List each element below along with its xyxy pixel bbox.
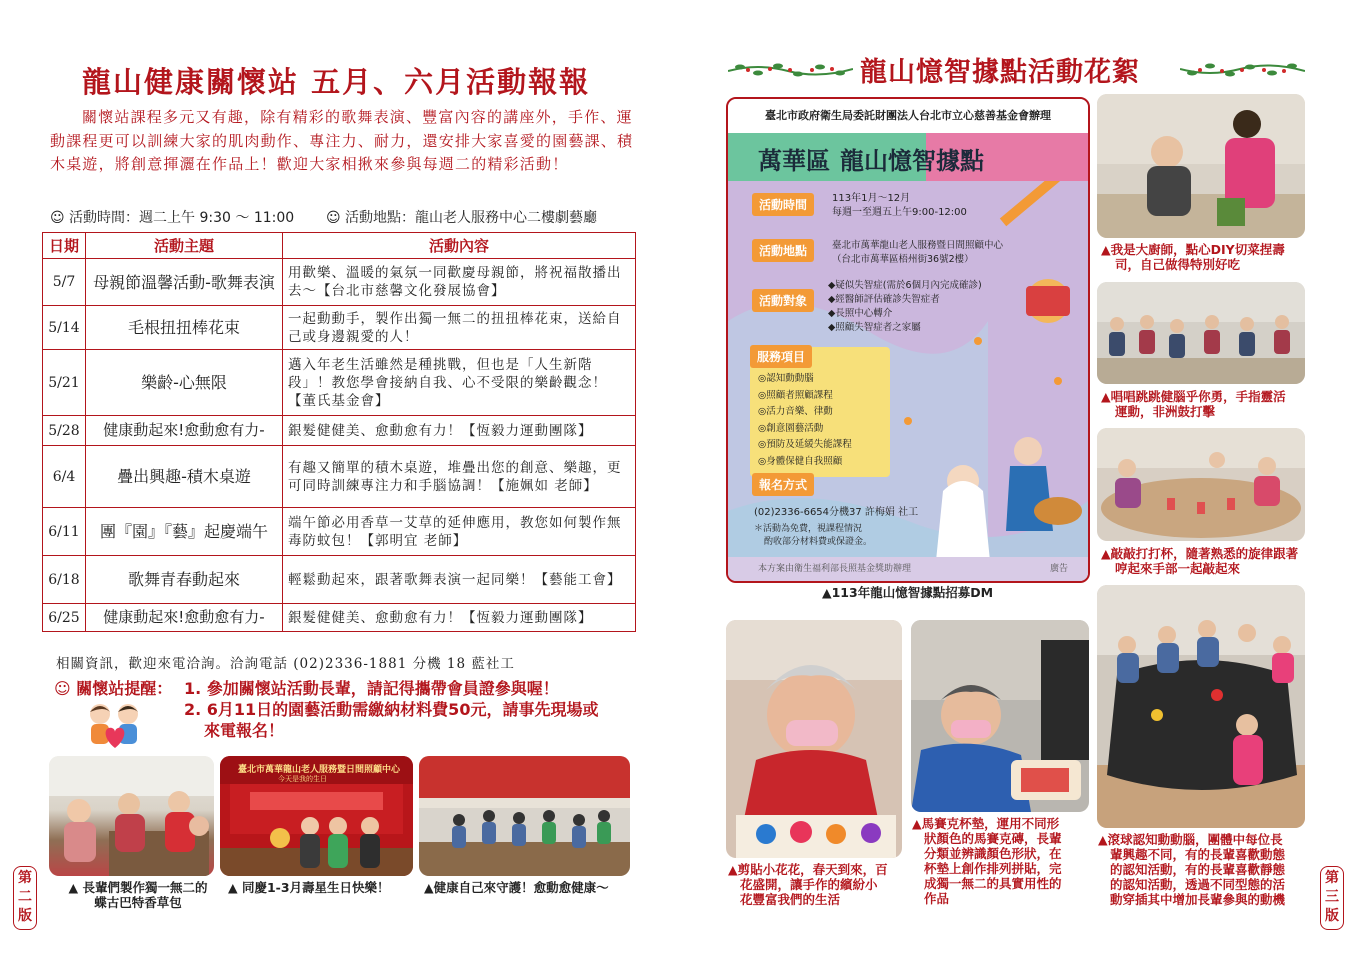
table-row — [43, 259, 636, 306]
header-date: 日期 — [43, 233, 86, 259]
table-row — [43, 604, 636, 632]
row-desc: 有趣又簡單的積木桌遊，堆疊出您的創意、樂趣，更可同時訓練專注力和手腦協調！【施姵如 老師】 — [283, 446, 636, 508]
caption-line: 成獨一無二的具實用性的 — [924, 876, 1062, 891]
caption-exercise: ▲健康自己來守護！愈動愈健康～ — [424, 880, 609, 895]
photo-cooking — [1097, 94, 1305, 238]
row-desc: 邁入年老生活雖然是種挑戰，但也是「人生新階段」！教您學會接納自我、心不受限的樂齡觀念！【董氏基金會】 — [283, 350, 636, 416]
dm-target-item: ◆經醫師評估確診失智症者 — [828, 294, 940, 305]
caption-mosaic — [912, 816, 1062, 906]
dm-note: ＊活動為免費，視課程情況 — [754, 524, 863, 534]
row-topic: 毛根扭扭棒花束 — [86, 306, 283, 350]
activity-time: ☺ 活動時間：週二上午 9:30 ～ 11:00 — [50, 210, 295, 226]
reminder-1: 1. 參加關懷站活動長輩，請記得攜帶會員證參與喔！ — [184, 679, 559, 698]
activity-place: ☺ 活動地點：龍山老人服務中心二樓劇藝廳 — [326, 210, 598, 226]
header-topic: 活動主題 — [86, 233, 283, 259]
row-desc: 輕鬆動起來，跟著歌舞表演一起同樂！【藝能工會】 — [283, 556, 636, 604]
dm-service-item: ◎照顧者照顧課程 — [758, 389, 833, 401]
photo-ball-game — [1097, 585, 1305, 828]
birthday-banner-sub: 今天是我的生日 — [278, 775, 327, 783]
row-desc: 用歡樂、溫暖的氣氛一同歡慶母親節，將祝福散播出去～【台北市慈馨文化發展協會】 — [283, 259, 636, 306]
caption-line: ▲唱唱跳跳健腦乎你勇，手指靈活 — [1101, 389, 1286, 404]
dm-place-val2: （台北市萬華區梧州街36號2樓） — [832, 254, 974, 265]
left-title: 龍山健康關懷站 五月、六月活動報報 — [82, 65, 591, 99]
dm-note2: 酌收部分材料費或保證金。 — [764, 537, 873, 547]
caption-line: ▲敲敲打打杯，隨著熟悉的旋律跟著 — [1101, 546, 1299, 561]
reminder-3: 來電報名！ — [204, 721, 285, 740]
photo-cups — [1097, 428, 1305, 541]
dm-service-label: 服務項目 — [750, 345, 812, 368]
caption-drums — [1101, 389, 1286, 419]
dm-service-item: ◎創意園藝活動 — [758, 422, 824, 434]
dm-services — [758, 371, 852, 470]
row-date: 5/7 — [43, 259, 86, 306]
dm-name-banner — [728, 133, 1088, 181]
dm-targets — [828, 279, 982, 335]
caption-line: ▲我是大廚師，點心DIY切菜捏壽 — [1101, 242, 1285, 257]
reminder-title: ☺ 關懷站提醒： — [54, 679, 173, 698]
table-row — [43, 556, 636, 604]
caption-line: 蝶古巴特香草包 — [94, 895, 182, 910]
header-desc: 活動內容 — [283, 233, 636, 259]
caption-line: ▲ 長輩們製作獨一無二的 — [68, 880, 208, 895]
caption-birthday: ▲ 同慶1-3月壽星生日快樂！ — [228, 880, 390, 895]
kids-heart-icon — [82, 700, 148, 752]
photo-paper-flowers — [726, 620, 902, 858]
row-topic: 樂齡-心無限 — [86, 350, 283, 416]
schedule-table — [42, 232, 636, 632]
birthday-banner-text: 臺北市萬華龍山老人服務暨日間照顧中心 — [238, 765, 401, 775]
reminder-2: 2. 6月11日的園藝活動需繳納材料費50元，請事先現場或 — [184, 700, 599, 719]
caption-line: 花豐富我們的生活 — [740, 892, 841, 907]
dm-name-a: 萬華區 — [758, 147, 830, 175]
dm-target-item: ◆照顧失智症者之家屬 — [828, 322, 921, 333]
dm-service-item: ◎活力音樂、律動 — [758, 406, 833, 417]
row-topic: 疊出興趣-積木桌遊 — [86, 446, 283, 508]
dm-service-item: ◎預防及延緩失能課程 — [758, 439, 852, 450]
caption-line: 的認知活動，有的長輩喜歡靜態 — [1110, 862, 1286, 877]
table-row — [43, 306, 636, 350]
caption-paper-flowers — [728, 862, 888, 907]
right-title: 龍山憶智據點活動花絮 — [860, 57, 1140, 88]
caption-line: ▲滾球認知動動腦，團體中每位長 — [1098, 832, 1283, 847]
caption-line: ▲剪貼小花花，春天到來，百 — [728, 862, 888, 877]
row-topic: 健康動起來!愈動愈有力- — [86, 604, 283, 632]
table-row — [43, 350, 636, 416]
dm-footer-ad: 廣告 — [1049, 564, 1068, 574]
dm-service-box — [750, 347, 890, 477]
row-desc: 銀髮健健美、愈動愈有力！【恆毅力運動團隊】 — [283, 416, 636, 446]
holly-decoration-right — [1180, 55, 1305, 89]
caption-cups — [1101, 546, 1298, 576]
caption-herb-bag — [58, 880, 218, 910]
contact-info: 相關資訊，歡迎來電洽詢。洽詢電話 (02)2336-1881 分機 18 藍社工 — [56, 656, 515, 672]
dm-footer — [728, 557, 1088, 581]
caption-line: ▲馬賽克杯墊，運用不同形 — [912, 816, 1060, 831]
caption-dm: ▲113年龍山憶智據點招募DM — [822, 585, 994, 600]
caption-line: 輩興趣不同，有的長輩喜歡動態 — [1110, 847, 1286, 862]
caption-line: 狀顏色的馬賽克磚，長輩 — [924, 831, 1062, 846]
caption-line: 運動，非洲鼓打擊 — [1115, 404, 1216, 419]
dm-phone: (02)2336-6654分機37 許梅娟 社工 — [754, 507, 919, 518]
caption-line: 哼起來手部一起敲起來 — [1115, 561, 1241, 576]
caption-line: 作品 — [924, 891, 950, 906]
dm-signup-label: 報名方式 — [752, 473, 814, 496]
dm-target-item: ◆疑似失智症(需於6個月內完成確診) — [828, 280, 982, 291]
row-date: 5/21 — [43, 350, 86, 416]
row-date: 6/25 — [43, 604, 86, 632]
photo-birthday — [220, 756, 413, 876]
dm-footer-text: 本方案由衛生福利部長照基金獎助辦理 — [758, 564, 912, 574]
page-tab-right: 第三版 — [1320, 866, 1344, 930]
caption-cooking — [1101, 242, 1285, 272]
holly-decoration-left — [728, 55, 853, 89]
caption-line: 司，自己做得特別好吃 — [1115, 257, 1241, 272]
dm-target-item: ◆長照中心轉介 — [828, 308, 893, 319]
row-topic: 團『園』『藝』起慶端午 — [86, 508, 283, 556]
dm-place-label: 活動地點 — [752, 239, 814, 262]
photo-mosaic — [911, 620, 1089, 812]
photo-exercise — [419, 756, 630, 876]
caption-line: 的認知活動，透過不同型態的活 — [1110, 877, 1286, 892]
photo-herb-bag — [49, 756, 214, 876]
dm-poster — [726, 97, 1090, 583]
caption-line: 動穿插其中增加長輩參與的動機 — [1110, 892, 1286, 907]
table-row — [43, 416, 636, 446]
page-tab-left: 第二版 — [13, 866, 37, 930]
dm-org: 臺北市政府衛生局委託財團法人台北市立心慈善基金會辦理 — [728, 99, 1088, 133]
dm-time-val2: 每週一至週五上午9:00-12:00 — [832, 207, 967, 218]
table-row — [43, 508, 636, 556]
photo-drums — [1097, 282, 1305, 384]
row-date: 6/4 — [43, 446, 86, 508]
left-intro: 關懷站課程多元又有趣，除有精彩的歌舞表演、豐富內容的講座外，手作、運動課程更可以訓練大家的肌肉動作、專注力、耐力，還安排大家喜愛的園藝課、積木桌遊，將創意揮灑在作品上！歡迎大家相揪來參與每週二的精彩活動！ — [50, 108, 634, 173]
table-row — [43, 446, 636, 508]
caption-line: 分類並辨識顏色形狀，在 — [924, 846, 1062, 861]
dm-service-item: ◎認知動動腦 — [758, 373, 814, 384]
row-desc: 端午節必用香草一艾草的延伸應用，教您如何製作無毒防蚊包！【郭明宜 老師】 — [283, 508, 636, 556]
row-date: 6/11 — [43, 508, 86, 556]
row-desc: 銀髮健健美、愈動愈有力！【恆毅力運動團隊】 — [283, 604, 636, 632]
row-topic: 母親節溫馨活動-歌舞表演 — [86, 259, 283, 306]
row-topic: 歌舞青春動起來 — [86, 556, 283, 604]
dm-place-val: 臺北市萬華龍山老人服務暨日間照顧中心 — [832, 240, 1004, 251]
row-date: 6/18 — [43, 556, 86, 604]
dm-service-item: ◎身體保健自我照顧 — [758, 455, 843, 467]
dm-time-label: 活動時間 — [752, 193, 814, 216]
dm-time-val: 113年1月～12月 — [832, 193, 911, 204]
caption-line: 杯墊上創作排列拼貼，完 — [924, 861, 1062, 876]
caption-line: 花盛開，讓手作的繽紛小 — [740, 877, 878, 892]
row-date: 5/28 — [43, 416, 86, 446]
row-desc: 一起動動手，製作出獨一無二的扭扭棒花束，送給自己或身邊親愛的人！ — [283, 306, 636, 350]
dm-target-label: 活動對象 — [752, 289, 814, 312]
row-date: 5/14 — [43, 306, 86, 350]
dm-name-b: 龍山憶智據點 — [840, 147, 984, 175]
row-topic: 健康動起來!愈動愈有力- — [86, 416, 283, 446]
caption-ball-game — [1098, 832, 1285, 907]
table-header-row — [43, 233, 636, 259]
